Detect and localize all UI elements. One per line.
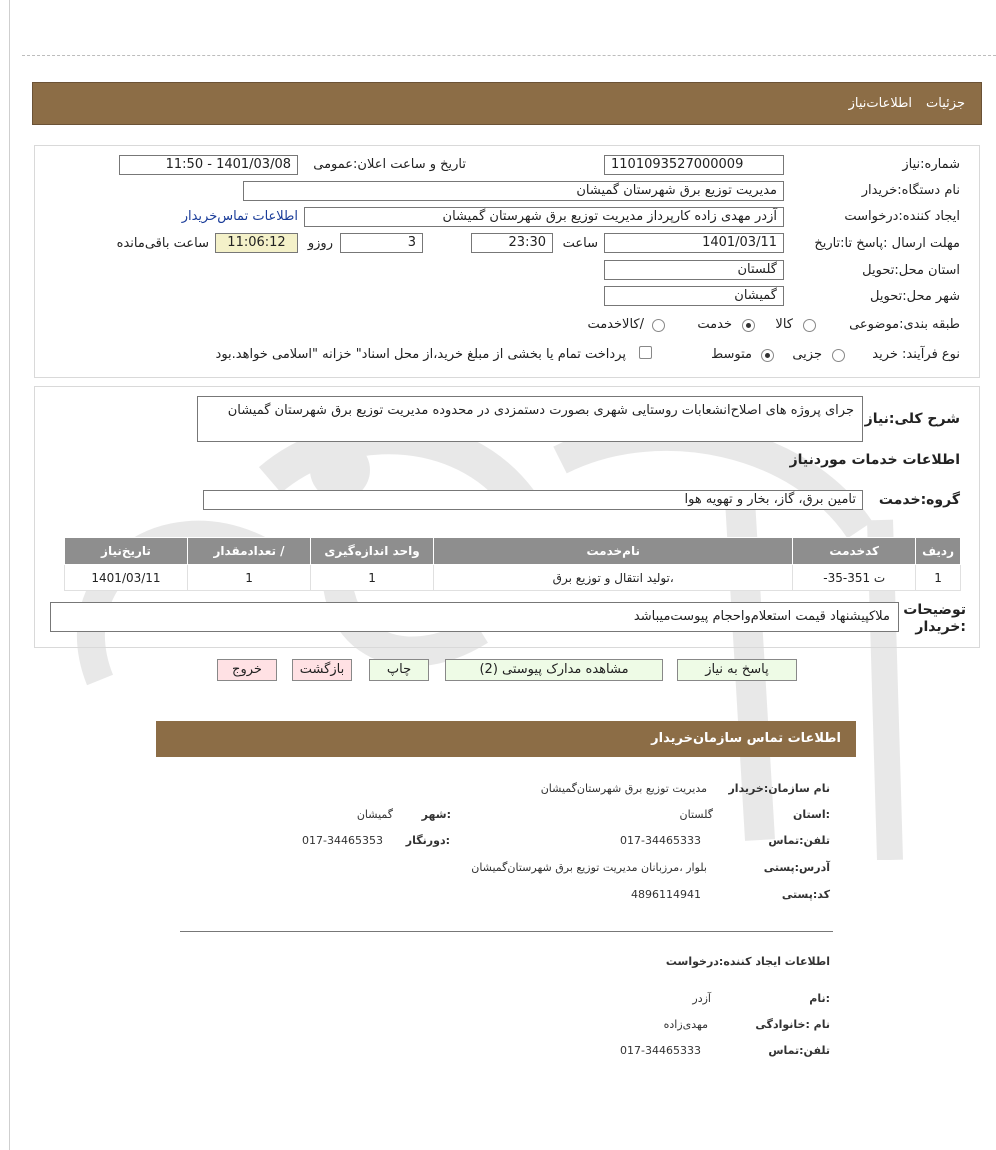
remaining-label: ساعت باقی‌مانده bbox=[116, 236, 209, 251]
need-info-panel bbox=[34, 145, 980, 378]
col-service-name: نام‌خدمت bbox=[434, 538, 793, 565]
cell-unit: 1 bbox=[311, 565, 434, 591]
payment-note: پرداخت تمام یا بخشی از مبلغ خرید،از محل اسناد" خزانه "اسلامی خواهد.بود bbox=[215, 347, 626, 362]
creator-name-value: آزدر bbox=[692, 992, 711, 1005]
table-header-row bbox=[65, 538, 961, 565]
contact-phone-value: 017-34465333 bbox=[620, 834, 701, 847]
buyer-org-label: نام دستگاه:خریدار bbox=[861, 183, 960, 198]
need-number-label: شماره:نیاز bbox=[902, 157, 960, 172]
days-field: 3 bbox=[340, 233, 423, 253]
creator-phone-label: تلفن:تماس bbox=[768, 1044, 830, 1057]
print-button[interactable]: چاپ bbox=[369, 659, 429, 681]
province-label: استان محل:تحویل bbox=[862, 263, 960, 278]
province-field: گلستان bbox=[604, 260, 784, 280]
col-row: ردیف bbox=[916, 538, 961, 565]
radio-partial-label: جزیی bbox=[792, 347, 822, 362]
buyer-notes-field: ملاکپیشنهاد قیمت استعلام‌واحجام پیوست‌میباشد bbox=[50, 602, 899, 632]
dotted-separator bbox=[22, 55, 996, 56]
contact-postal-value: 4896114941 bbox=[631, 888, 701, 901]
cell-service-name: ،تولید انتقال و توزیع برق bbox=[434, 565, 793, 591]
radio-goods-service-label: /کالاخدمت bbox=[587, 317, 644, 332]
creator-phone-value: 017-34465333 bbox=[620, 1044, 701, 1057]
description-label: شرح کلی:نیاز bbox=[864, 411, 960, 427]
col-need-date: تاریخ‌نیاز bbox=[65, 538, 188, 565]
contact-city-label: :شهر bbox=[421, 808, 451, 821]
deadline-label: مهلت ارسال :پاسخ تا:تاریخ bbox=[814, 236, 960, 251]
radio-medium-label: متوسط bbox=[711, 347, 752, 362]
back-button[interactable]: بازگشت bbox=[292, 659, 352, 681]
contact-fax-label: :دورنگار bbox=[405, 834, 450, 847]
payment-checkbox[interactable] bbox=[639, 345, 652, 360]
col-quantity: / تعدادمقدار bbox=[188, 538, 311, 565]
days-label: روزو bbox=[307, 236, 333, 251]
creator-label: ایجاد کننده:درخواست bbox=[844, 209, 960, 224]
service-group-label: گروه:خدمت bbox=[878, 492, 960, 508]
radio-goods[interactable] bbox=[803, 318, 816, 333]
city-label: شهر محل:تحویل bbox=[870, 289, 960, 304]
contact-address-label: آدرس:پستی bbox=[763, 861, 830, 874]
contact-org-label: نام سازمان:خریدار bbox=[728, 782, 830, 795]
services-title: اطلاعات خدمات موردنیاز bbox=[789, 452, 960, 468]
radio-goods-service[interactable] bbox=[652, 318, 665, 333]
remaining-time-field: 11:06:12 bbox=[215, 233, 298, 253]
creator-name-label: :نام bbox=[809, 992, 830, 1005]
cell-service-code: ت 351-35- bbox=[793, 565, 916, 591]
contact-postal-label: کد:پستی bbox=[781, 888, 830, 901]
radio-service-label: خدمت bbox=[697, 317, 732, 332]
buyer-org-field: مدیریت توزیع برق شهرستان گمیشان bbox=[243, 181, 784, 201]
creator-info-title: اطلاعات ایجاد کننده:درخواست bbox=[665, 955, 830, 968]
col-service-code: کدخدمت bbox=[793, 538, 916, 565]
cell-quantity: 1 bbox=[188, 565, 311, 591]
buyer-contact-link[interactable]: اطلاعات تماس‌خریدار bbox=[181, 209, 298, 224]
section-divider bbox=[180, 931, 833, 932]
view-documents-button[interactable]: مشاهده مدارک پیوستی (2) bbox=[445, 659, 663, 681]
category-label: طبقه بندی:موضوعی bbox=[849, 317, 960, 332]
contact-province-value: گلستان bbox=[679, 808, 713, 821]
contact-province-label: :استان bbox=[793, 808, 830, 821]
creator-family-label: نام :خانوادگی bbox=[755, 1018, 830, 1031]
deadline-date-field: 1401/03/11 bbox=[604, 233, 784, 253]
contact-address-value: بلوار ،مرزبانان مدیریت توزیع برق شهرستان‌گمیشان bbox=[471, 861, 707, 874]
need-number-field: 1101093527000009 bbox=[604, 155, 784, 175]
radio-medium[interactable] bbox=[761, 348, 774, 363]
cell-need-date: 1401/03/11 bbox=[65, 565, 188, 591]
radio-service[interactable] bbox=[742, 318, 755, 333]
service-group-field: تامین برق، گاز، بخار و تهویه هوا bbox=[203, 490, 863, 510]
contact-city-value: گمیشان bbox=[356, 808, 393, 821]
exit-button[interactable]: خروج bbox=[217, 659, 277, 681]
cell-row: 1 bbox=[916, 565, 961, 591]
radio-partial[interactable] bbox=[832, 348, 845, 363]
announce-label: تاریخ و ساعت اعلان:عمومی bbox=[313, 157, 466, 172]
reply-button[interactable]: پاسخ به نیاز bbox=[677, 659, 797, 681]
process-label: نوع فرآیند: خرید bbox=[872, 347, 960, 362]
contact-fax-value: 017-34465353 bbox=[302, 834, 383, 847]
page-header-bar bbox=[32, 82, 982, 125]
tab-need-info[interactable]: اطلاعات‌نیاز bbox=[848, 96, 913, 111]
time-label: ساعت bbox=[562, 236, 598, 251]
creator-field: آزدر مهدی زاده کارپرداز مدیریت توزیع برق شهرستان گمیشان bbox=[304, 207, 784, 227]
radio-goods-label: کالا bbox=[775, 317, 793, 332]
buyer-notes-label: توضیحات :خریدار bbox=[903, 602, 966, 635]
tab-details[interactable]: جزئیات bbox=[926, 96, 965, 111]
creator-family-value: مهدی‌زاده bbox=[663, 1018, 708, 1031]
city-field: گمیشان bbox=[604, 286, 784, 306]
contact-phone-label: تلفن:تماس bbox=[768, 834, 830, 847]
table-row bbox=[65, 565, 961, 591]
left-border-line bbox=[9, 0, 10, 1150]
contact-org-value: مدیریت توزیع برق شهرستان‌گمیشان bbox=[540, 782, 707, 795]
description-field: جرای پروژه های اصلاح‌انشعابات روستایی شهری بصورت دستمزدی در محدوده مدیریت توزیع برق شهرستان گمیشان bbox=[197, 396, 863, 442]
buyer-contact-header: اطلاعات تماس سازمان‌خریدار bbox=[156, 721, 856, 757]
col-unit: واحد اندازه‌گیری bbox=[311, 538, 434, 565]
announce-field: 1401/03/08 - 11:50 bbox=[119, 155, 298, 175]
services-table bbox=[64, 537, 961, 591]
deadline-time-field: 23:30 bbox=[471, 233, 553, 253]
